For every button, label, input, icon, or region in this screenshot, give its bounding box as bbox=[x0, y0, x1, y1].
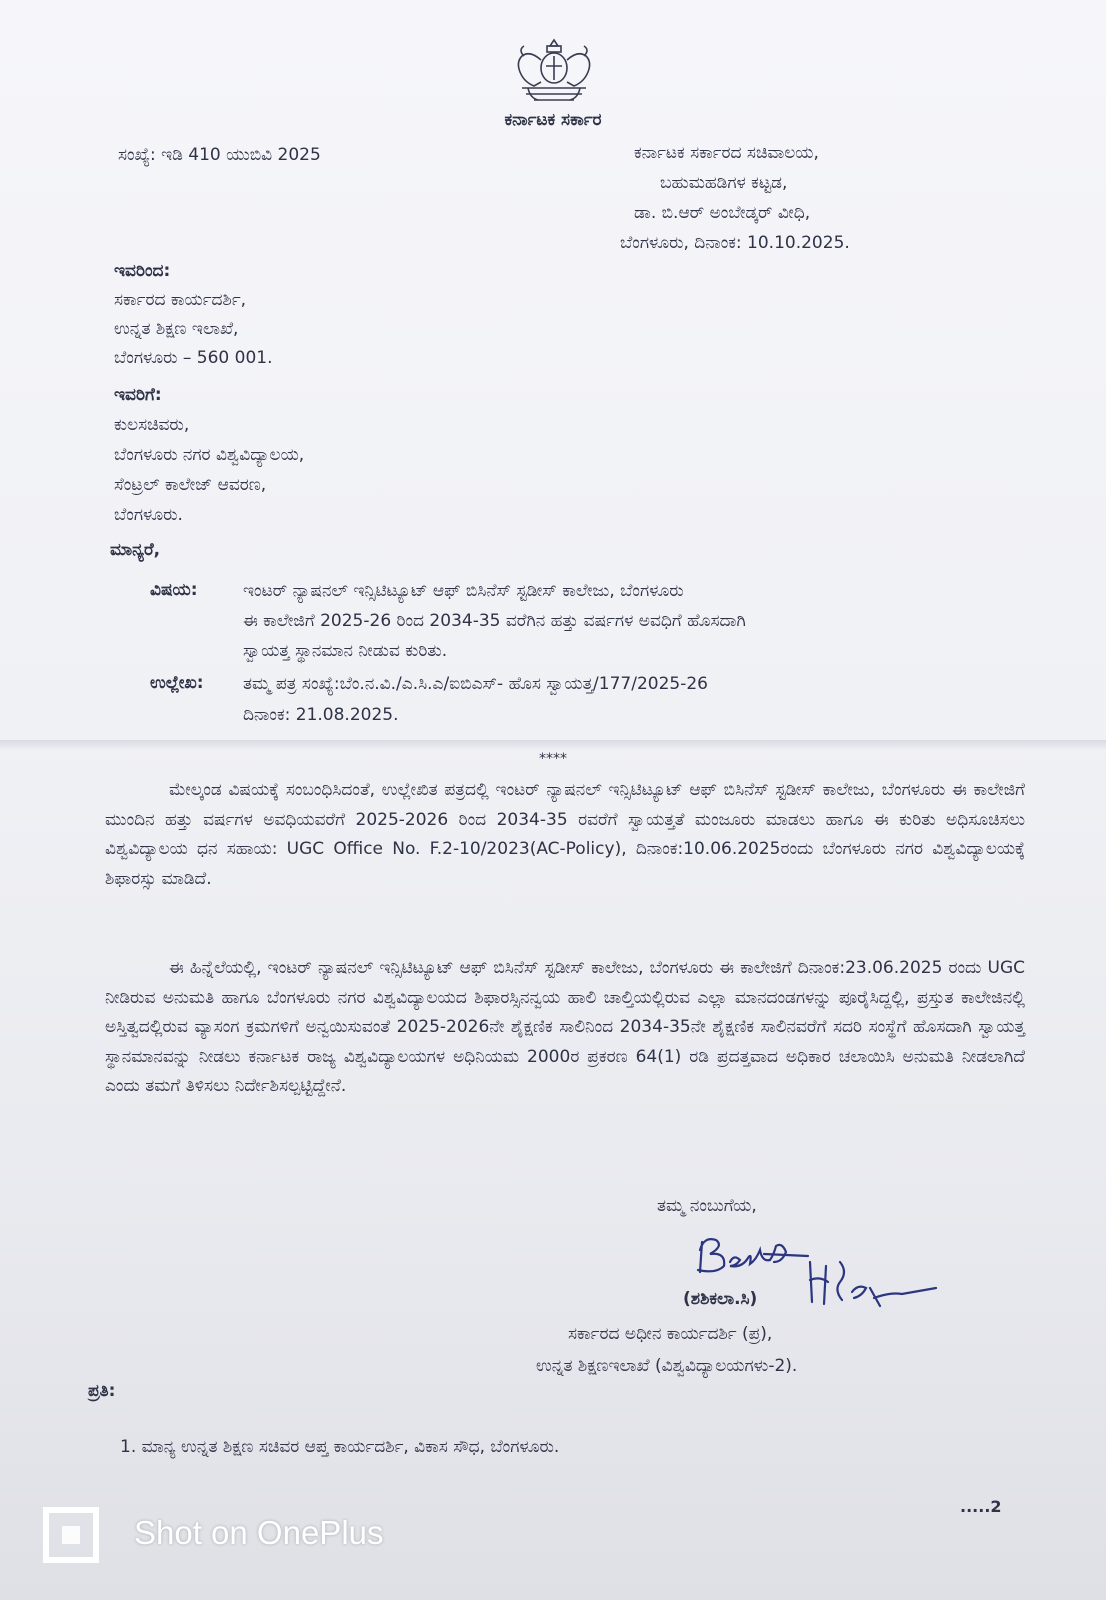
office-line: ಕರ್ನಾಟಕ ಸರ್ಕಾರದ ಸಚಿವಾಲಯ, bbox=[634, 143, 819, 163]
subject-line: ಸ್ವಾಯತ್ತ ಸ್ಥಾನಮಾನ ನೀಡುವ ಕುರಿತು. bbox=[243, 641, 448, 661]
government-title: ಕರ್ನಾಟಕ ಸರ್ಕಾರ bbox=[504, 110, 602, 130]
to-line: ಬೆಂಗಳೂರು ನಗರ ವಿಶ್ವವಿದ್ಯಾಲಯ, bbox=[114, 445, 305, 465]
separator-stars: **** bbox=[539, 751, 567, 767]
copy-list-item: 1. ಮಾನ್ಯ ಉನ್ನತ ಶಿಕ್ಷಣ ಸಚಿವರ ಆಪ್ತ ಕಾರ್ಯದರ್ಶಿ, ವಿಕಾಸ ಸೌಧ, ಬೆಂಗಳೂರು. bbox=[120, 1437, 560, 1457]
to-label: ಇವರಿಗೆ: bbox=[114, 385, 162, 405]
to-address bbox=[114, 410, 304, 530]
copy-label: ಪ್ರತಿ: bbox=[88, 1381, 116, 1401]
karnataka-emblem-icon bbox=[508, 36, 600, 106]
from-label: ಇವರಿಂದ: bbox=[114, 261, 171, 281]
closing-phrase: ತಮ್ಮ ನಂಬುಗೆಯ, bbox=[657, 1196, 757, 1216]
reference-line: ತಮ್ಮ ಪತ್ರ ಸಂಖ್ಯೆ:ಬೆಂ.ನ.ವಿ./ಎ.ಸಿ.ಎ/ಐಬಿಎಸ್- ಹೊಸ ಸ್ವಾಯತ್ತ/177/2025-26 bbox=[243, 674, 708, 694]
signer-designation bbox=[536, 1318, 797, 1382]
from-line: ಸರ್ಕಾರದ ಕಾರ್ಯದರ್ಶಿ, bbox=[114, 290, 247, 310]
oneplus-logo-icon bbox=[42, 1506, 100, 1564]
reference-number: ಸಂಖ್ಯೆ: ಇಡಿ 410 ಯುಬಿವಿ 2025 bbox=[118, 145, 321, 165]
office-line: ಬಹುಮಹಡಿಗಳ ಕಟ್ಟಡ, bbox=[660, 173, 788, 193]
from-line: ಉನ್ನತ ಶಿಕ್ಷಣ ಇಲಾಖೆ, bbox=[114, 319, 239, 339]
reference-text bbox=[243, 669, 708, 731]
office-date: ಬೆಂಗಳೂರು, ದಿನಾಂಕ: 10.10.2025. bbox=[620, 233, 850, 253]
office-line: ಡಾ. ಬಿ.ಆರ್ ಅಂಬೇಡ್ಕರ್ ವೀಧಿ, bbox=[634, 203, 811, 223]
body-paragraph-1 bbox=[105, 776, 1025, 894]
subject-line: ಈ ಕಾಲೇಜಿಗೆ 2025-26 ರಿಂದ 2034-35 ವರೆಗಿನ ಹತ್ತು ವರ್ಷಗಳ ಅವಧಿಗೆ ಹೊಸದಾಗಿ bbox=[243, 611, 746, 631]
paragraph-text: ಈ ಹಿನ್ನೆಲೆಯಲ್ಲಿ, ಇಂಟರ್ ನ್ಯಾಷನಲ್ ಇನ್ಸಿಟಿಟ್ಯೂಟ್ ಆಫ್ ಬಿಸಿನೆಸ್ ಸ್ಟಡೀಸ್ ಕಾಲೇಜು, ಬೆಂಗಳೂರು ಈ ಕಾಲೇಜಿಗೆ ದಿನಾಂಕ:23.06.2025 ರಂದು UGC ನೀಡಿರುವ ಅನುಮತಿ ಹಾಗೂ ಬೆಂಗಳೂರು ನಗರ ವಿಶ್ವವಿದ್ಯಾಲಯದ ಶಿಫಾರಸ್ಸಿನನ್ವಯ ಹಾಲಿ ಚಾಲ್ತಿಯಲ್ಲಿರುವ ಎಲ್ಲಾ ಮಾನದಂಡಗಳನ್ನು ಪೂರೈಸಿದ್ದಲ್ಲಿ, ಪ್ರಸ್ತುತ ಕಾಲೇಜಿನಲ್ಲಿ ಅಸ್ತಿತ್ವದಲ್ಲಿರುವ ವ್ಯಾಸಂಗ ಕ್ರಮಗಳಿಗೆ ಅನ್ವಯಿಸುವಂತೆ 2025-2026ನೇ ಶೈಕ್ಷಣಿಕ ಸಾಲಿನಿಂದ 2034-35ನೇ ಶೈಕ್ಷಣಿಕ ಸಾಲಿನವರೆಗೆ ಸದರಿ ಸಂಸ್ಥೆಗೆ ಹೊಸದಾಗಿ ಸ್ವಾಯತ್ತ ಸ್ಥಾನಮಾನವನ್ನು ನೀಡಲು ಕರ್ನಾಟಕ ರಾಜ್ಯ ವಿಶ್ವವಿದ್ಯಾಲಯಗಳ ಅಧಿನಿಯಮ 2000ರ ಪ್ರಕರಣ 64(1) ರಡಿ ಪ್ರದತ್ತವಾದ ಅಧಿಕಾರ ಚಲಾಯಿಸಿ ಅನುಮತಿ ನೀಡಲಾಗಿದೆ ಎಂದು ತಮಗೆ ತಿಳಿಸಲು ನಿರ್ದೇಶಿಸಲ್ಪಟ್ಟಿದ್ದೇನೆ. bbox=[105, 958, 1025, 1097]
to-line: ಸೆಂಟ್ರಲ್ ಕಾಲೇಜ್ ಆವರಣ, bbox=[114, 475, 267, 495]
subject-label: ವಿಷಯ: bbox=[150, 580, 198, 600]
to-line: ಬೆಂಗಳೂರು. bbox=[114, 505, 183, 525]
salutation: ಮಾನ್ಯರೆ, bbox=[110, 540, 161, 560]
from-line: ಬೆಂಗಳೂರು – 560 001. bbox=[114, 348, 273, 368]
designation-line: ಸರ್ಕಾರದ ಅಧೀನ ಕಾರ್ಯದರ್ಶಿ (ಪ್ರ), bbox=[568, 1324, 773, 1344]
reference-label: ಉಲ್ಲೇಖ: bbox=[150, 673, 204, 693]
paragraph-text: ಮೇಲ್ಕಂಡ ವಿಷಯಕ್ಕೆ ಸಂಬಂಧಿಸಿದಂತೆ, ಉಲ್ಲೇಖಿತ ಪತ್ರದಲ್ಲಿ ಇಂಟರ್ ನ್ಯಾಷನಲ್ ಇನ್ಸಿಟಿಟ್ಯೂಟ್ ಆಫ್ ಬಿಸಿನೆಸ್ ಸ್ಟಡೀಸ್ ಕಾಲೇಜು, ಬೆಂಗಳೂರು ಈ ಕಾಲೇಜಿಗೆ ಮುಂದಿನ ಹತ್ತು ವರ್ಷಗಳ ಅವಧಿಯವರೆಗೆ 2025-2026 ರಿಂದ 2034-35 ರವರೆಗೆ ಸ್ವಾಯತ್ತತೆ ಮಂಜೂರು ಮಾಡಲು ಹಾಗೂ ಈ ಕುರಿತು ಅಧಿಸೂಚಿಸಲು ವಿಶ್ವವಿದ್ಯಾಲಯ ಧನ ಸಹಾಯ: UGC Office No. F.2-10/2023(AC-Policy), ದಿನಾಂಕ:10.06.2025ರಂದು ಬೆಂಗಳೂರು ನಗರ ವಿಶ್ವವಿದ್ಯಾಲಯಕ್ಕೆ ಶಿಫಾರಸ್ಸು ಮಾಡಿದೆ. bbox=[105, 780, 1025, 889]
subject-text bbox=[243, 576, 746, 666]
designation-line: ಉನ್ನತ ಶಿಕ್ಷಣಇಲಾಖೆ (ವಿಶ್ವವಿದ್ಯಾಲಯಗಳು-2). bbox=[536, 1356, 798, 1376]
from-address bbox=[114, 286, 273, 373]
office-address bbox=[620, 138, 850, 258]
signer-name: (ಶಶಿಕಲಾ.ಸಿ) bbox=[683, 1289, 758, 1309]
reference-date: ದಿನಾಂಕ: 21.08.2025. bbox=[243, 705, 399, 725]
subject-line: ಇಂಟರ್ ನ್ಯಾಷನಲ್ ಇನ್ಸಿಟಿಟ್ಯೂಟ್ ಆಫ್ ಬಿಸಿನೆಸ್ ಸ್ಟಡೀಸ್ ಕಾಲೇಜು, ಬೆಂಗಳೂರು bbox=[243, 581, 684, 601]
watermark-text: Shot on OnePlus bbox=[134, 1514, 384, 1551]
to-line: ಕುಲಸಚಿವರು, bbox=[114, 415, 190, 435]
page-continuation: .....2 bbox=[960, 1497, 1002, 1516]
body-paragraph-2 bbox=[105, 954, 1025, 1102]
